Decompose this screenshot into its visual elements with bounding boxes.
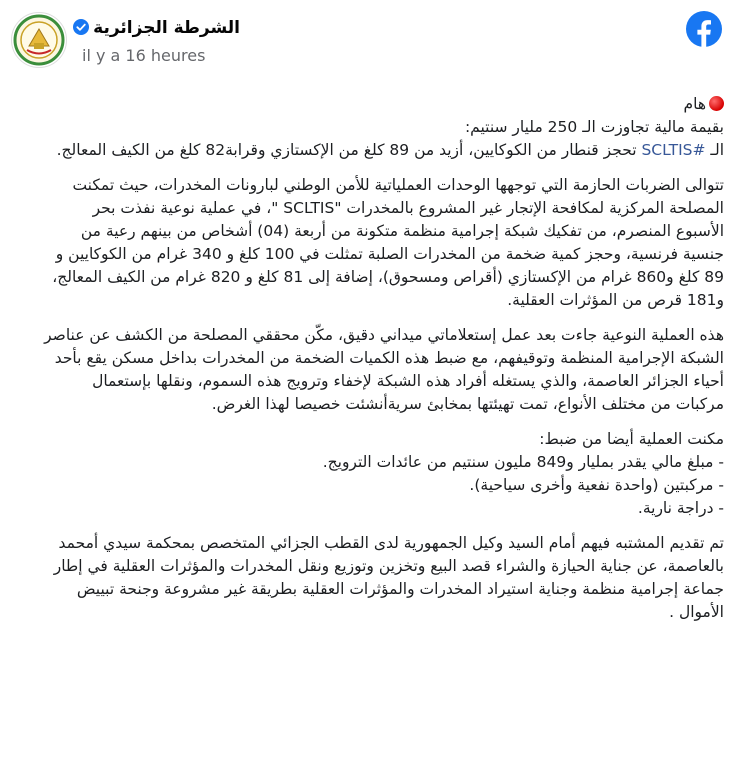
seized-item: - دراجة نارية. [637,499,724,517]
page-name-text[interactable]: الشرطة الجزائرية [93,18,240,38]
post-summary-line: الـ #SCLTIS تحجز قنطار من الكوكايين، أزيد من 89 كلغ من الإكستازي وقرابة82 كلغ من الكيف المعالج. [56,141,724,159]
page-name[interactable] [80,18,240,38]
post-header [0,0,732,80]
seized-intro: مكنت العملية أيضا من ضبط: [539,430,724,448]
red-circle-icon [709,96,724,111]
post-subheadline: بقيمة مالية تجاوزت الـ 250 مليار سنتيم: [464,118,724,136]
post-closing-paragraph: تم تقديم المشتبه فيهم أمام السيد وكيل الجمهورية لدى القطب الجزائي المتخصص بمحكمة سيدي أمحمد بالعاصمة، عن جناية الحيازة والشراء قصد البيع وتخزين وتوزيع ونقل المخدرات والمؤثرات العقلية في إطار جماعة إجرامية منظمة وجناية استيراد المخدرات والمؤثرات العقلية بطريقة غير مشروعة وجنحة تبييض الأموال . [53,534,724,621]
post-timestamp[interactable]: il y a 16 heures [82,46,206,65]
hashtag-link[interactable]: #SCLTIS [641,141,706,159]
post-paragraph-2: هذه العملية النوعية جاءت بعد عمل إستعلاماتي ميداني دقيق، مكّن محققي المصلحة من الكشف عن عناصر الشبكة الإجرامية المنظمة وتوقيفهم، مع ضبط هذه الكميات الضخمة من المخدرات بداخل مسكن يقع بأحد أحياء الجزائر العاصمة، والذي يستغله أفراد هذه الشبكة لإخفاء وترويج هذه السموم، ونقلها بإستعمال مركبات من مختلف الأنواع، تمت تهيئتها بمخابئ سرية‌أنشئت خصيصا لهذا الغرض. [44,326,724,413]
post-headline-line [40,93,724,116]
post-paragraph-1: تتوالى الضربات الحازمة التي توجهها الوحدات العملياتية للأمن الوطني لبارونات المخدرات، حيث تمكنت المصلحة المركزية لمكافحة الإتجار غير المشروع بالمخدرات "SCLTIS "، في عملية نوعية نفذت بحر الأسبوع المنصرم، من تفكيك شبكة إجرامية منظمة متكونة من أربعة (04) أشخاص من بينهم رعية من جنسية فرنسية، وحجز كمية ضخمة من المخدرات الصلبة تمثلت في 100 كلغ و 340 غرام من الكوكايين و 89 كلغ و860 غرام من الإكستازي (أقراص ومسحوق)، إضافة إلى 81 كلغ و 820 غرام من الكيف المعالج، و181 قرص من المؤثرات العقلية. [52,176,724,309]
police-emblem-avatar[interactable] [11,12,67,68]
facebook-logo-icon[interactable] [686,11,722,47]
seized-item: - مركبتين (واحدة نفعية وأخرى سياحية). [469,476,724,494]
post-headline: هام [683,95,706,113]
seized-item: - مبلغ مالي يقدر بمليار و849 مليون سنتيم من عائدات الترويج. [322,453,724,471]
post-text [40,93,724,624]
verified-badge-icon [73,19,89,35]
